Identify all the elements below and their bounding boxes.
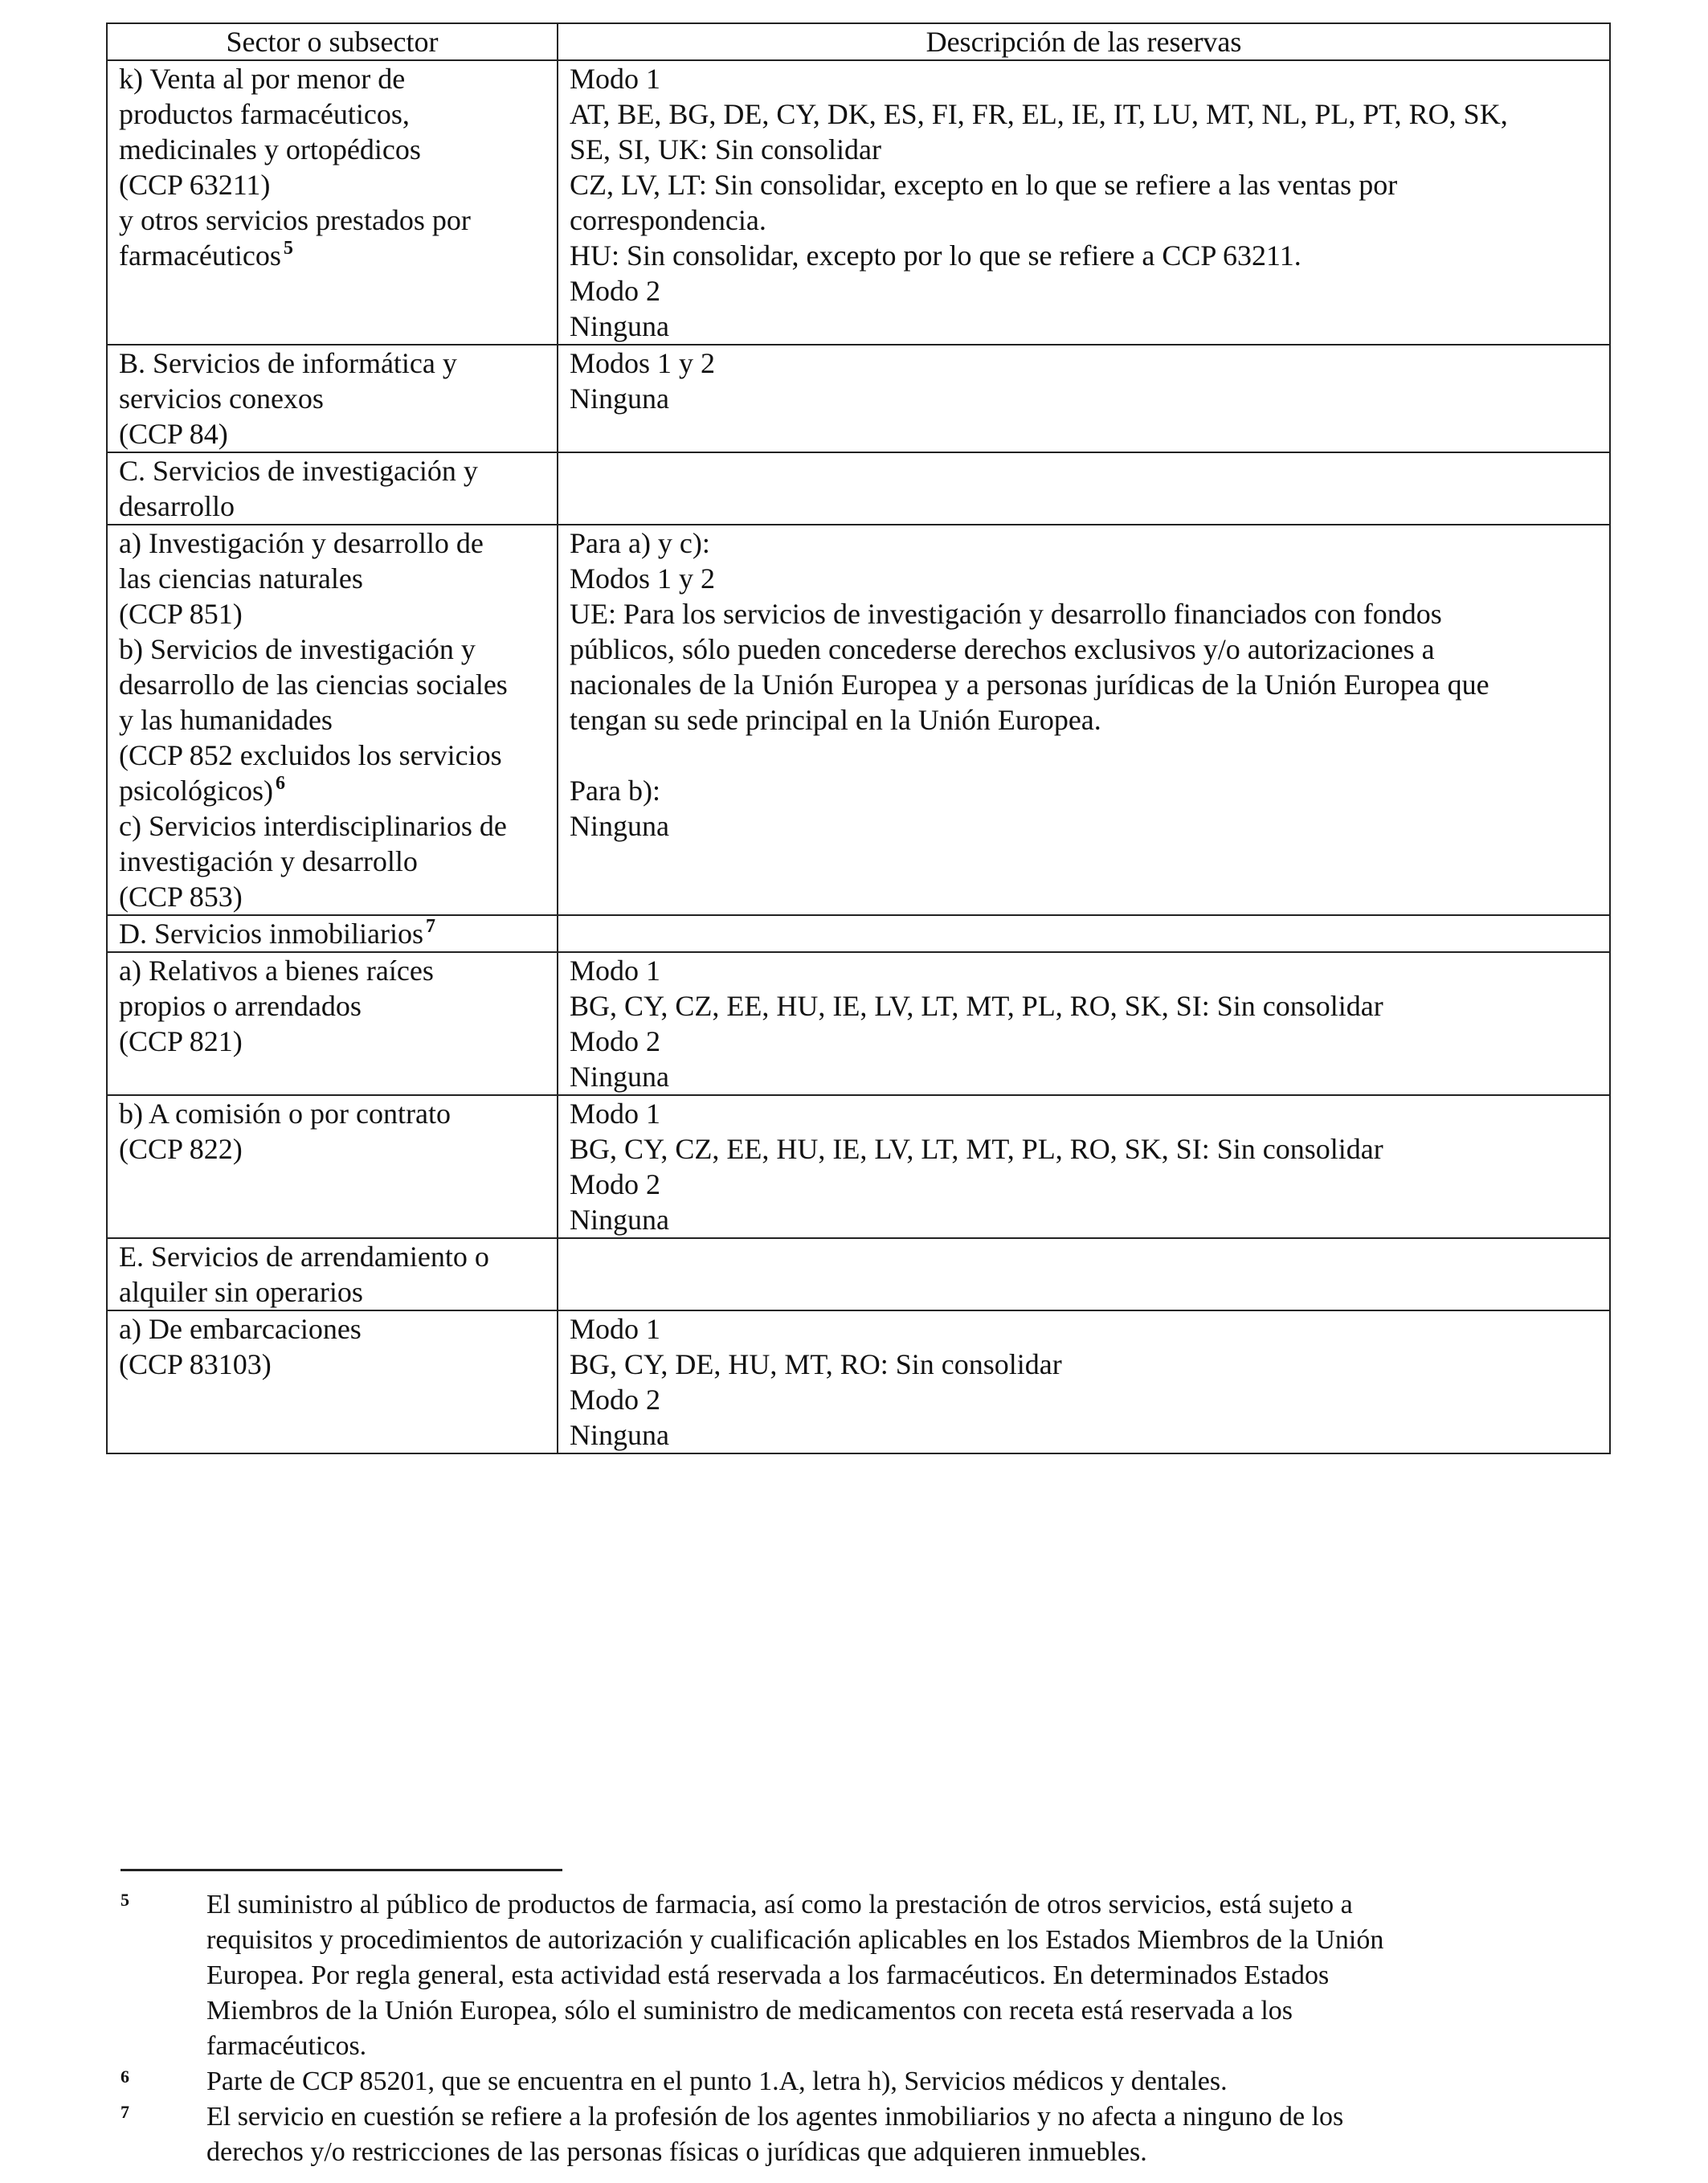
- sector-line: [119, 738, 545, 773]
- sector-cell: [107, 915, 558, 952]
- footnote-number: 7: [121, 2102, 129, 2122]
- footnote-text-line: Europea. Por regla general, esta actividad está reservada a los farmacéuticos. En determinados Estados: [206, 1960, 1330, 1990]
- description-line: Modo 2: [570, 1384, 661, 1416]
- sector-text: productos farmacéuticos,: [119, 98, 410, 130]
- table-row: [107, 1310, 1610, 1453]
- description-line: CZ, LV, LT: Sin consolidar, excepto en lo que se refiere a las ventas por: [570, 169, 1398, 201]
- sector-line: [119, 381, 545, 416]
- sector-text: farmacéuticos: [119, 239, 281, 272]
- sector-text: a) De embarcaciones: [119, 1313, 362, 1345]
- description-line: Modos 1 y 2: [570, 347, 716, 379]
- footnote-text-line: Miembros de la Unión Europea, sólo el suministro de medicamentos con receta está reservada a los: [206, 1996, 1293, 2026]
- sector-text: k) Venta al por menor de: [119, 63, 406, 95]
- header-sector: Sector o subsector: [107, 23, 558, 60]
- table-row: [107, 915, 1610, 952]
- footnote-text-line: El suministro al público de productos de farmacia, así como la prestación de otros servicios, está sujeto a: [206, 1890, 1353, 1919]
- description-line: tengan su sede principal en la Unión Europea.: [570, 704, 1101, 736]
- sector-text: y las humanidades: [119, 704, 333, 736]
- footnote-text-line: requisitos y procedimientos de autorización y cualificación aplicables en los Estados Miembros de la Unión: [206, 1925, 1384, 1955]
- description-line: Ninguna: [570, 810, 669, 842]
- description-line: SE, SI, UK: Sin consolidar: [570, 133, 882, 166]
- sector-cell: [107, 60, 558, 345]
- footnote-separator: [121, 1869, 562, 1871]
- header-description: Descripción de las reservas: [558, 23, 1610, 60]
- sector-line: [119, 525, 545, 561]
- sector-text: (CCP 821): [119, 1025, 243, 1057]
- sector-text: alquiler sin operarios: [119, 1276, 363, 1308]
- footnote-number: 6: [121, 2066, 129, 2087]
- description-line: Ninguna: [570, 1061, 669, 1093]
- footnote-text-line: Parte de CCP 85201, que se encuentra en el punto 1.A, letra h), Servicios médicos y dentales.: [206, 2066, 1228, 2096]
- sector-line: [119, 632, 545, 667]
- sector-line: [119, 96, 545, 132]
- table-row: [107, 345, 1610, 452]
- table-row: [107, 1095, 1610, 1238]
- sector-line: investigación y desarrollo: [119, 845, 418, 877]
- sector-cell: [107, 525, 558, 915]
- table-body: [107, 60, 1610, 1453]
- table-row: [107, 1238, 1610, 1310]
- sector-text: propios o arrendados: [119, 990, 362, 1022]
- sector-text: b) Servicios de investigación y: [119, 633, 476, 665]
- sector-line: [119, 238, 545, 273]
- sector-line: [119, 702, 545, 738]
- sector-text: desarrollo: [119, 490, 235, 522]
- description-cell: [558, 952, 1610, 1095]
- sector-text: (CCP 63211): [119, 169, 271, 201]
- sector-line: [119, 167, 545, 202]
- sector-line: [119, 953, 545, 988]
- sector-line: [119, 1239, 545, 1274]
- sector-line: [119, 489, 545, 524]
- footnotes: [121, 1887, 1534, 2170]
- footnote-6: [121, 2064, 1534, 2099]
- description-line: Ninguna: [570, 1204, 669, 1236]
- description-line: [570, 738, 1598, 773]
- description-line: BG, CY, CZ, EE, HU, IE, LV, LT, MT, PL, RO, SK, SI: Sin consolidar: [570, 1133, 1383, 1165]
- footnote-reference[interactable]: 7: [425, 916, 435, 937]
- sector-text: servicios conexos: [119, 382, 324, 415]
- footnote-text-line: derechos y/o restricciones de las personas físicas o jurídicas que adquieren inmuebles.: [206, 2137, 1147, 2167]
- sector-line: [119, 416, 545, 452]
- description-cell: [558, 1310, 1610, 1453]
- sector-line: [119, 1131, 545, 1167]
- description-line: Ninguna: [570, 1419, 669, 1451]
- table-row: [107, 452, 1610, 525]
- sector-cell: [107, 1310, 558, 1453]
- description-cell: [558, 60, 1610, 345]
- description-line: Modo 1: [570, 955, 661, 987]
- description-line: Modo 1: [570, 1098, 661, 1130]
- table-header-row: [107, 23, 1610, 60]
- sector-text: a) Investigación y desarrollo de: [119, 527, 484, 559]
- sector-text: a) Relativos a bienes raíces: [119, 955, 434, 987]
- description-line: HU: Sin consolidar, excepto por lo que se refiere a CCP 63211.: [570, 239, 1301, 272]
- description-line: nacionales de la Unión Europea y a personas jurídicas de la Unión Europea que: [570, 668, 1489, 701]
- sector-line: [119, 1311, 545, 1347]
- sector-line: (CCP 853): [119, 881, 243, 913]
- sector-line: [119, 1274, 545, 1310]
- description-line: Modo 2: [570, 275, 661, 307]
- footnote-5: [121, 1887, 1534, 2064]
- description-cell: [558, 452, 1610, 525]
- footnote-reference[interactable]: 6: [275, 773, 285, 794]
- description-line: Para b):: [570, 775, 660, 807]
- sector-line: [119, 596, 545, 632]
- description-cell: [558, 1238, 1610, 1310]
- description-line: Para a) y c):: [570, 527, 710, 559]
- sector-line: c) Servicios interdisciplinarios de: [119, 810, 507, 842]
- sector-line: [119, 61, 545, 96]
- description-line: BG, CY, CZ, EE, HU, IE, LV, LT, MT, PL, RO, SK, SI: Sin consolidar: [570, 990, 1383, 1022]
- table-row: [107, 952, 1610, 1095]
- sector-text: (CCP 822): [119, 1133, 243, 1165]
- sector-text: E. Servicios de arrendamiento o: [119, 1241, 489, 1273]
- footnote-text-line: El servicio en cuestión se refiere a la profesión de los agentes inmobiliarios y no afecta a ninguno de los: [206, 2102, 1344, 2132]
- sector-cell: [107, 1095, 558, 1238]
- sector-text: desarrollo de las ciencias sociales: [119, 668, 508, 701]
- sector-text: (CCP 83103): [119, 1348, 272, 1380]
- sector-line: [119, 453, 545, 489]
- description-line: Modos 1 y 2: [570, 562, 716, 595]
- description-line: Modo 1: [570, 1313, 661, 1345]
- sector-line: [119, 345, 545, 381]
- description-line: UE: Para los servicios de investigación y desarrollo financiados con fondos: [570, 598, 1442, 630]
- sector-line: [119, 988, 545, 1024]
- sector-cell: [107, 452, 558, 525]
- sector-line: [119, 773, 545, 808]
- sector-line: [119, 132, 545, 167]
- sector-line: [119, 1096, 545, 1131]
- description-cell: [558, 345, 1610, 452]
- sector-cell: [107, 345, 558, 452]
- sector-text: y otros servicios prestados por: [119, 204, 471, 236]
- sector-line: [119, 561, 545, 596]
- sector-text: b) A comisión o por contrato: [119, 1098, 451, 1130]
- sector-text: B. Servicios de informática y: [119, 347, 457, 379]
- footnote-7: [121, 2099, 1534, 2170]
- footnote-text-line: farmacéuticos.: [206, 2031, 367, 2061]
- description-line: Modo 2: [570, 1168, 661, 1200]
- description-line: Modo 1: [570, 63, 661, 95]
- sector-text: (CCP 851): [119, 598, 243, 630]
- table-row: [107, 60, 1610, 345]
- sector-text: psicológicos): [119, 775, 273, 807]
- description-line: correspondencia.: [570, 204, 766, 236]
- sector-line: [119, 1024, 545, 1059]
- sector-text: (CCP 852 excluidos los servicios: [119, 739, 502, 771]
- description-line: públicos, sólo pueden concederse derechos exclusivos y/o autorizaciones a: [570, 633, 1435, 665]
- description-line: Ninguna: [570, 310, 669, 342]
- footnote-reference[interactable]: 5: [283, 238, 293, 259]
- sector-line: [119, 916, 545, 951]
- sector-text: (CCP 84): [119, 418, 228, 450]
- table-row: [107, 525, 1610, 915]
- footnote-number: 5: [121, 1890, 129, 1910]
- sector-text: medicinales y ortopédicos: [119, 133, 421, 166]
- reservations-table: [106, 22, 1611, 1454]
- sector-text: C. Servicios de investigación y: [119, 455, 478, 487]
- description-line: BG, CY, DE, HU, MT, RO: Sin consolidar: [570, 1348, 1062, 1380]
- sector-cell: [107, 1238, 558, 1310]
- description-line: Modo 2: [570, 1025, 661, 1057]
- sector-line: [119, 667, 545, 702]
- sector-line: [119, 1347, 545, 1382]
- sector-text: las ciencias naturales: [119, 562, 363, 595]
- description-cell: [558, 1095, 1610, 1238]
- sector-cell: [107, 952, 558, 1095]
- description-cell: [558, 525, 1610, 915]
- description-cell: [558, 915, 1610, 952]
- sector-text: D. Servicios inmobiliarios: [119, 918, 423, 950]
- description-line: Ninguna: [570, 382, 669, 415]
- sector-line: [119, 202, 545, 238]
- description-line: AT, BE, BG, DE, CY, DK, ES, FI, FR, EL, IE, IT, LU, MT, NL, PL, PT, RO, SK,: [570, 98, 1508, 130]
